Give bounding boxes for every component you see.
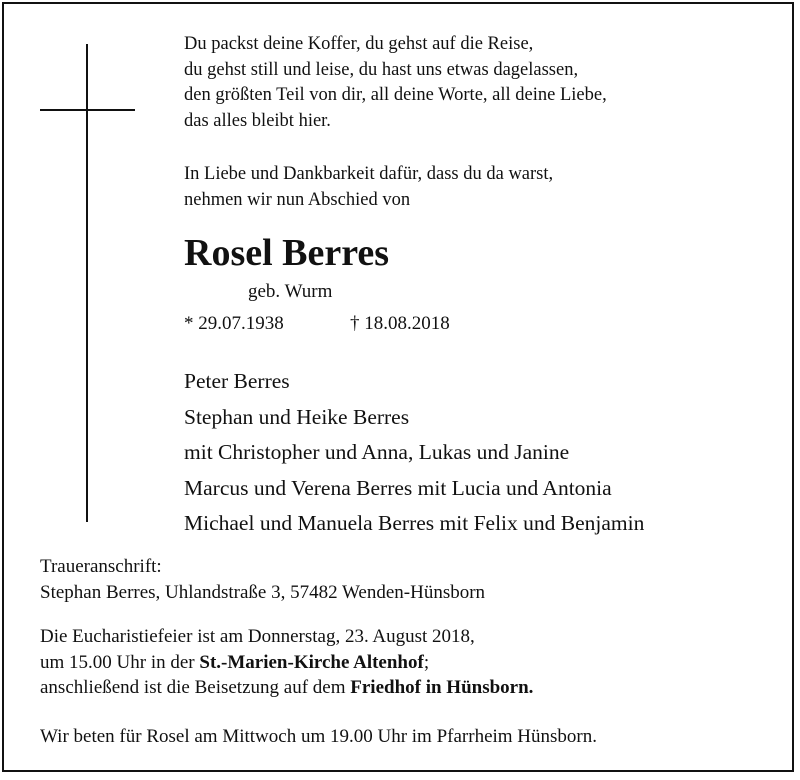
service-line [40,675,533,701]
intro-line: nehmen wir nun Abschied von [184,189,411,210]
birth-date: * 29.07.1938 [184,313,284,334]
family-member: mit Christopher und Anna, Lukas und Janine [184,440,570,464]
service-info [40,624,533,701]
prayer-info: Wir beten für Rosel am Mittwoch um 19.00 Uhr im Pfarrheim Hünsborn. [40,726,598,747]
address-text: Stephan Berres, Uhlandstraße 3, 57482 Wenden-Hünsborn [40,581,486,603]
family-member: Peter Berres [184,369,290,393]
service-text: um 15.00 Uhr in der [40,651,200,673]
intro-line: In Liebe und Dankbarkeit dafür, dass du da warst, [184,164,554,184]
family-member: Michael und Manuela Berres mit Felix und Benjamin [184,511,645,535]
poem-line: den größten Teil von dir, all deine Worte, all deine Liebe, [184,85,607,105]
poem-line: du gehst still und leise, du hast uns etwas dagelassen, [184,59,579,80]
service-text: anschließend ist die Beisetzung auf dem [40,677,351,698]
intro [184,162,553,213]
poem-line: das alles bleibt hier. [184,110,331,131]
cross-icon [86,44,88,522]
poem [184,32,607,134]
church-name: St.-Marien-Kirche Altenhof [199,651,424,673]
deceased-name: Rosel Berres [184,232,390,274]
service-text: ; [423,651,430,673]
address-label: Traueranschrift: [40,556,162,577]
service-line: Die Eucharistiefeier ist am Donnerstag, 23. August 2018, [40,626,475,647]
cross-icon-bar [40,109,135,111]
family-member: Stephan und Heike Berres [184,404,410,429]
death-date: † 18.08.2018 [350,313,450,334]
poem-line: Du packst deine Koffer, du gehst auf die Reise, [184,34,534,54]
family-list [184,364,644,542]
birth-name: geb. Wurm [248,281,333,302]
service-line [40,650,533,676]
family-member: Marcus und Verena Berres mit Lucia und Antonia [184,475,612,500]
cemetery-name: Friedhof in Hünsborn. [350,677,534,698]
mourning-address [40,554,485,605]
